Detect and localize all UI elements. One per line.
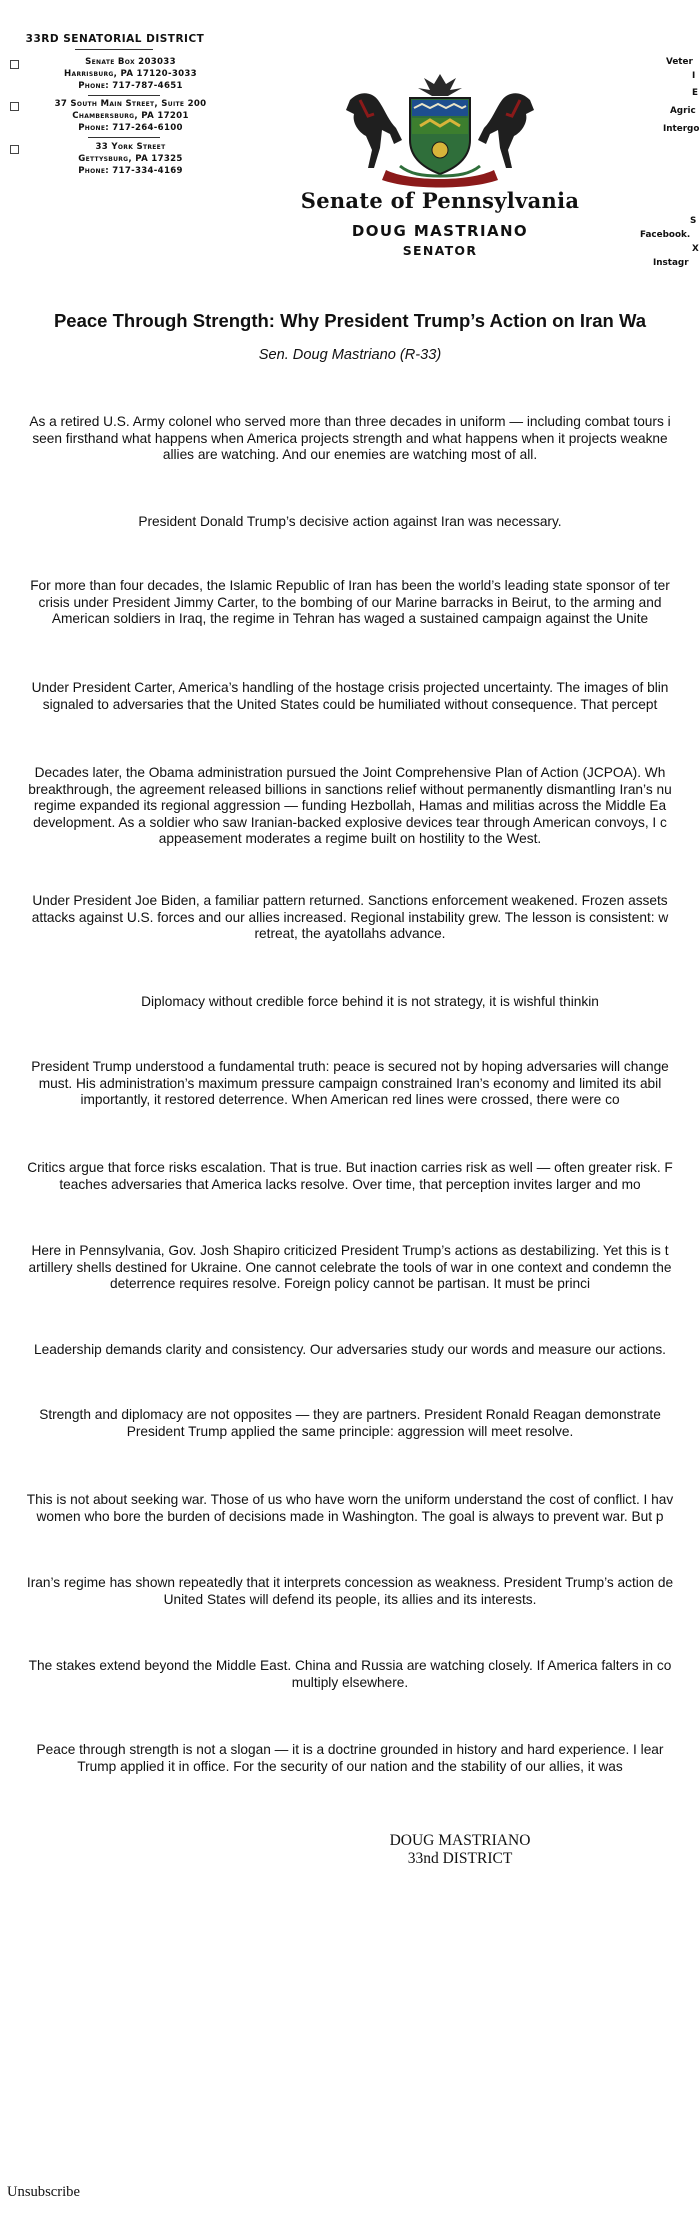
paragraph-line: For more than four decades, the Islamic Republic of Iran has been the world’s leading state sponsor of ter (30, 578, 670, 593)
paragraph-line: women who bore the burden of decisions made in Washington. The goal is always to prevent war. But p (36, 1508, 664, 1524)
article-paragraph (0, 1243, 700, 1293)
district-title: 33RD SENATORIAL DISTRICT (25, 33, 205, 45)
office-checkbox-icon (10, 102, 19, 111)
article-paragraph (0, 514, 700, 531)
committee-item: E (692, 88, 699, 98)
article-paragraph (0, 680, 700, 713)
office-address-line: 33 York Street (95, 142, 166, 152)
senator-role: SENATOR (402, 243, 478, 258)
unsubscribe-link[interactable]: Unsubscribe (7, 2184, 80, 2200)
office-phone: Phone: 717-787-4651 (78, 81, 183, 91)
paragraph-line: Critics argue that force risks escalation. That is true. But inaction carries risk as well — often greater risk. F (27, 1160, 673, 1175)
article-paragraph (0, 1059, 700, 1109)
office-checkbox-icon (10, 145, 19, 154)
paragraph-line: retreat, the ayatollahs advance. (254, 926, 446, 941)
paragraph-line: President Donald Trump’s decisive action against Iran was necessary. (138, 514, 562, 529)
paragraph-line: crisis under President Jimmy Carter, to the bombing of our Marine barracks in Beirut, to the arming and (38, 594, 662, 610)
article-paragraph (0, 1407, 700, 1440)
office-divider (88, 137, 160, 138)
office-checkbox-icon (10, 60, 19, 69)
article-byline: Sen. Doug Mastriano (R-33) (258, 347, 442, 363)
paragraph-line: As a retired U.S. Army colonel who served more than three decades in uniform — including combat tours i (29, 414, 671, 429)
social-link-x[interactable]: X (692, 244, 699, 254)
paragraph-line: President Trump understood a fundamental truth: peace is secured not by hoping adversaries will change (31, 1059, 669, 1074)
article-paragraph (0, 893, 700, 943)
office-harrisburg (10, 56, 240, 92)
committee-item: Intergo (663, 124, 700, 134)
paragraph-line: breakthrough, the agreement released billions in sanctions relief without permanently dismantling Iran’s nu (28, 781, 672, 797)
paragraph-line: seen firsthand what happens when America projects strength and what happens when it projects weakne (32, 430, 668, 446)
paragraph-line: Trump applied it in office. For the security of our nation and the stability of our allies, it was (77, 1758, 623, 1774)
office-phone: Phone: 717-334-4169 (78, 166, 183, 176)
article-paragraph (0, 1342, 700, 1359)
paragraph-line: Strength and diplomacy are not opposites — they are partners. President Ronald Reagan demonstrate (39, 1407, 661, 1422)
office-gettysburg (10, 141, 240, 177)
article-paragraph (0, 1658, 700, 1691)
article-paragraph (0, 994, 700, 1011)
office-city-line: Chambersburg, PA 17201 (72, 111, 189, 121)
paragraph-line: The stakes extend beyond the Middle East. China and Russia are watching closely. If America falters in co (28, 1658, 672, 1673)
office-address-line: Senate Box 203033 (85, 57, 176, 67)
paragraph-line: development. As a soldier who saw Iranian-backed explosive devices tear through American convoys, I c (33, 814, 667, 830)
office-divider (88, 95, 160, 96)
letterhead (0, 0, 700, 290)
paragraph-line: attacks against U.S. forces and our allies increased. Regional instability grew. The lesson is consistent: w (31, 909, 669, 925)
article-title: Peace Through Strength: Why President Trump’s Action on Iran Wa (53, 310, 647, 331)
committee-item: Veter (666, 57, 693, 67)
paragraph-line: Diplomacy without credible force behind it is not strategy, it is wishful thinkin (141, 994, 599, 1009)
paragraph-line: United States will defend its people, its allies and its interests. (163, 1591, 537, 1607)
paragraph-line: Leadership demands clarity and consistency. Our adversaries study our words and measure our actions. (34, 1342, 666, 1357)
article-paragraph (0, 1742, 700, 1775)
senator-name: DOUG MASTRIANO (351, 222, 529, 240)
signature-district: 33nd DISTRICT (407, 1850, 513, 1867)
paragraph-line: importantly, it restored deterrence. When American red lines were crossed, there were co (80, 1092, 620, 1107)
signature-block (300, 1832, 620, 1868)
paragraph-line: Under President Joe Biden, a familiar pattern returned. Sanctions enforcement weakened. Frozen assets (32, 893, 668, 908)
article-paragraph (0, 1575, 700, 1608)
article-paragraph (0, 578, 700, 628)
paragraph-line: Here in Pennsylvania, Gov. Josh Shapiro criticized President Trump’s actions as destabilizing. Yet this is t (31, 1243, 669, 1258)
pennsylvania-coat-of-arms-icon (330, 70, 550, 190)
paragraph-line: teaches adversaries that America lacks resolve. Over time, that perception invites larger and mo (59, 1176, 641, 1192)
office-phone: Phone: 717-264-6100 (78, 123, 183, 133)
paragraph-line: President Trump applied the same principle: aggression will meet resolve. (126, 1423, 574, 1439)
committee-item: I (692, 71, 696, 81)
paragraph-line: artillery shells destined for Ukraine. One cannot celebrate the tools of war in one context and condemn the (28, 1259, 672, 1275)
paragraph-line: Iran’s regime has shown repeatedly that it interprets concession as weakness. President Trump’s action de (26, 1575, 674, 1590)
paragraph-line: deterrence requires resolve. Foreign policy cannot be partisan. It must be princi (109, 1276, 591, 1291)
social-item: S (690, 216, 697, 226)
social-link-instagram[interactable]: Instagr (653, 258, 689, 268)
paragraph-line: regime expanded its regional aggression — funding Hezbollah, Hamas and militias across the Middle Ea (33, 798, 667, 813)
office-chambersburg (10, 98, 240, 134)
office-city-line: Harrisburg, PA 17120-3033 (64, 69, 197, 79)
article-paragraph (0, 414, 700, 464)
social-link-facebook[interactable]: Facebook. (640, 230, 691, 240)
paragraph-line: signaled to adversaries that the United States could be humiliated without consequence. That percept (42, 696, 658, 712)
article-paragraph (0, 1160, 700, 1193)
district-divider (75, 49, 153, 50)
office-address-line: 37 South Main Street, Suite 200 (54, 99, 207, 109)
paragraph-line: This is not about seeking war. Those of us who have worn the uniform understand the cost of conflict. I hav (26, 1492, 674, 1507)
paragraph-line: must. His administration’s maximum pressure campaign constrained Iran’s economy and limited its abil (38, 1075, 662, 1091)
article-paragraph (0, 1492, 700, 1525)
signature-name: DOUG MASTRIANO (389, 1832, 531, 1849)
committee-item: Agric (670, 106, 696, 116)
senate-name: Senate of Pennsylvania (300, 188, 580, 213)
paragraph-line: appeasement moderates a regime built on hostility to the West. (158, 831, 542, 846)
paragraph-line: allies are watching. And our enemies are watching most of all. (162, 447, 538, 462)
paragraph-line: American soldiers in Iraq, the regime in Tehran has waged a sustained campaign against the Unite (51, 611, 649, 626)
paragraph-line: multiply elsewhere. (291, 1674, 409, 1690)
office-city-line: Gettysburg, PA 17325 (78, 154, 183, 164)
paragraph-line: Decades later, the Obama administration pursued the Joint Comprehensive Plan of Action (JCPOA). Wh (34, 765, 666, 780)
paragraph-line: Peace through strength is not a slogan — it is a doctrine grounded in history and hard experience. I lear (36, 1742, 664, 1757)
article-paragraph (0, 765, 700, 848)
paragraph-line: Under President Carter, America’s handling of the hostage crisis projected uncertainty. The images of blin (31, 680, 669, 695)
